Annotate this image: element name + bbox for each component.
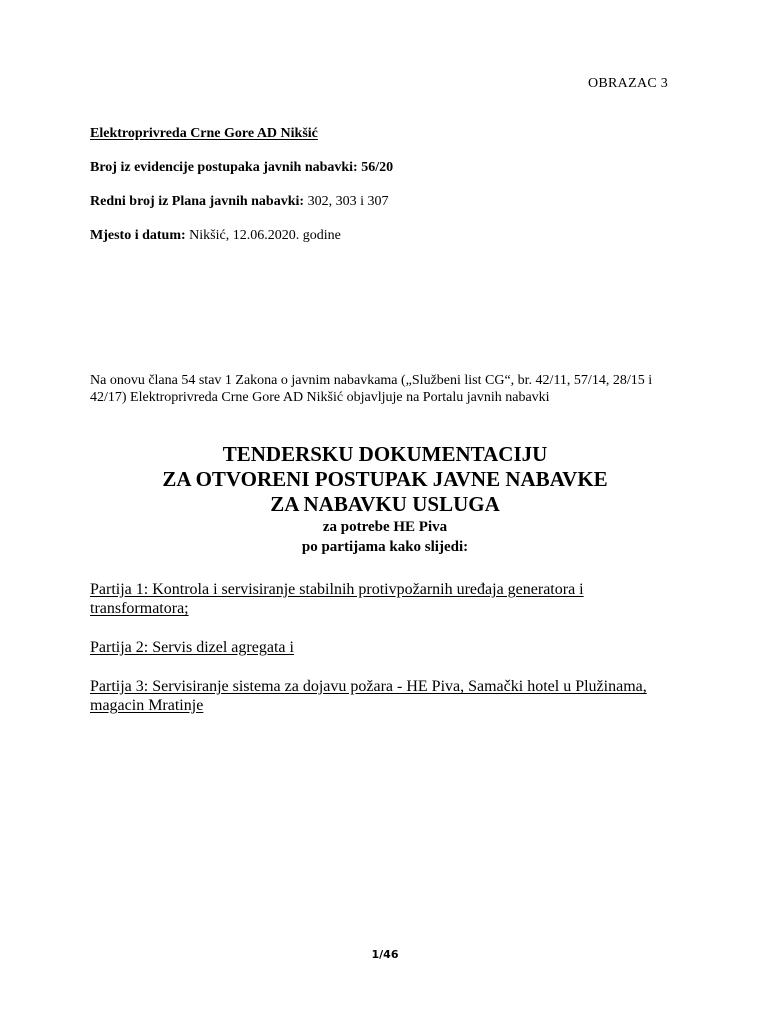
- subtitle-line-2: po partijama kako slijedi:: [301, 539, 469, 555]
- plan-number-label: Redni broj iz Plana javnih nabavki:: [90, 194, 305, 209]
- form-label: OBRAZAC 3: [588, 76, 669, 91]
- title-line-1: TENDERSKU DOKUMENTACIJU: [222, 442, 548, 466]
- place-date-value: Nikšić, 12.06.2020. godine: [185, 228, 341, 243]
- title-line-2: ZA OTVORENI POSTUPAK JAVNE NABAVKE: [162, 467, 608, 491]
- place-date-line: [90, 228, 341, 244]
- title-line-3: ZA NABAVKU USLUGA: [270, 492, 500, 516]
- page-number: 1/46: [371, 948, 399, 961]
- plan-number-line: [90, 194, 388, 210]
- document-title: [0, 442, 770, 557]
- evidence-number: Broj iz evidencije postupaka javnih nabavki: 56/20: [90, 160, 394, 175]
- place-date-label: Mjesto i datum:: [90, 228, 186, 243]
- plan-number-value: 302, 303 i 307: [304, 194, 389, 209]
- organization-name: Elektroprivreda Crne Gore AD Nikšić: [90, 126, 318, 141]
- evidence-number-line: [90, 160, 393, 176]
- legal-basis-paragraph: Na onovu člana 54 stav 1 Zakona o javnim nabavkama („Službeni list CG“, br. 42/11, 57/14, 28/15 i 42/17) Elektroprivreda Crne Gore AD Nikšić objavljuje na Portalu javnih nabavki: [90, 373, 653, 405]
- partija-2: Partija 2: Servis dizel agregata i: [90, 639, 294, 656]
- partija-1: Partija 1: Kontrola i servisiranje stabilnih protivpožarnih uređaja generatora i transformatora;: [90, 581, 584, 617]
- partija-3: Partija 3: Servisiranje sistema za dojavu požara - HE Piva, Samački hotel u Plužinama, magacin Mratinje: [90, 678, 647, 714]
- subtitle-line-1: za potrebe HE Piva: [322, 519, 448, 535]
